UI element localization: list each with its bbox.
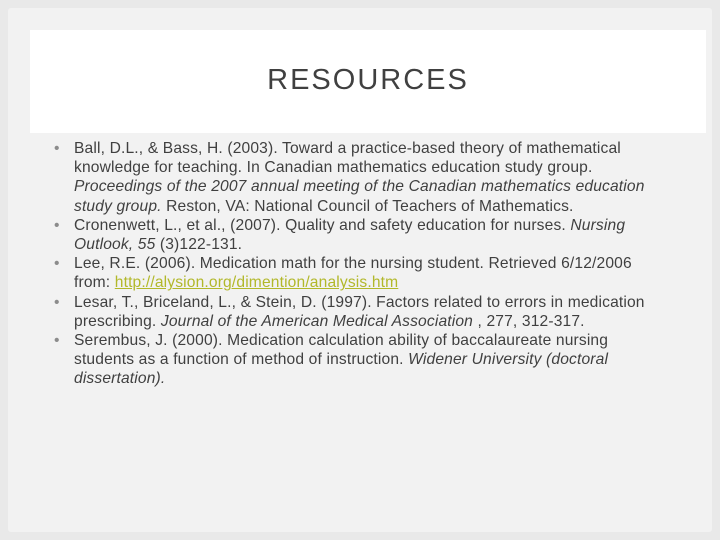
- reference-italic: Widener University (doctoral dissertation).: [74, 351, 609, 388]
- reference-text: (3)122-131.: [155, 236, 243, 254]
- reference-text: Ball, D.L., & Bass, H. (2003). Toward a practice-based theory of mathematical knowledge for teaching. In Canadian mathematics education study group.: [74, 140, 621, 177]
- title-box: [30, 30, 706, 133]
- bullet-icon: •: [54, 332, 60, 350]
- slide-title: RESOURCES: [267, 64, 469, 96]
- bullet-icon: •: [54, 293, 60, 311]
- reference-text: Lee, R.E. (2006). Medication math for the nursing student. Retrieved 6/12/2006 from:: [74, 255, 632, 292]
- references-list: [40, 139, 670, 389]
- reference-item: [40, 293, 670, 331]
- bullet-icon: •: [54, 140, 60, 157]
- reference-italic: Nursing Outlook, 55: [74, 216, 626, 254]
- reference-item: [40, 331, 670, 389]
- reference-text: , 277, 312-317.: [473, 312, 585, 330]
- reference-text: Reston, VA: National Council of Teachers of Mathematics.: [161, 197, 574, 215]
- reference-text: Serembus, J. (2000). Medication calculation ability of baccalaureate nursing students as a function of method of instruction.: [74, 332, 609, 369]
- reference-link[interactable]: http://alysion.org/dimention/analysis.htm: [114, 274, 399, 292]
- reference-italic: Proceedings of the 2007 annual meeting of the Canadian mathematics education study group.: [74, 178, 645, 215]
- reference-item: [40, 216, 670, 254]
- reference-text: Cronenwett, L., et al., (2007). Quality and safety education for nurses.: [74, 216, 571, 234]
- reference-text: Lesar, T., Briceland, L., & Stein, D. (1997). Factors related to errors in medication prescribing.: [74, 293, 645, 330]
- reference-item: [40, 254, 670, 292]
- reference-italic: Journal of the American Medical Association: [160, 312, 474, 330]
- reference-item: [40, 139, 670, 216]
- bullet-icon: •: [54, 216, 60, 234]
- bullet-icon: •: [54, 255, 60, 273]
